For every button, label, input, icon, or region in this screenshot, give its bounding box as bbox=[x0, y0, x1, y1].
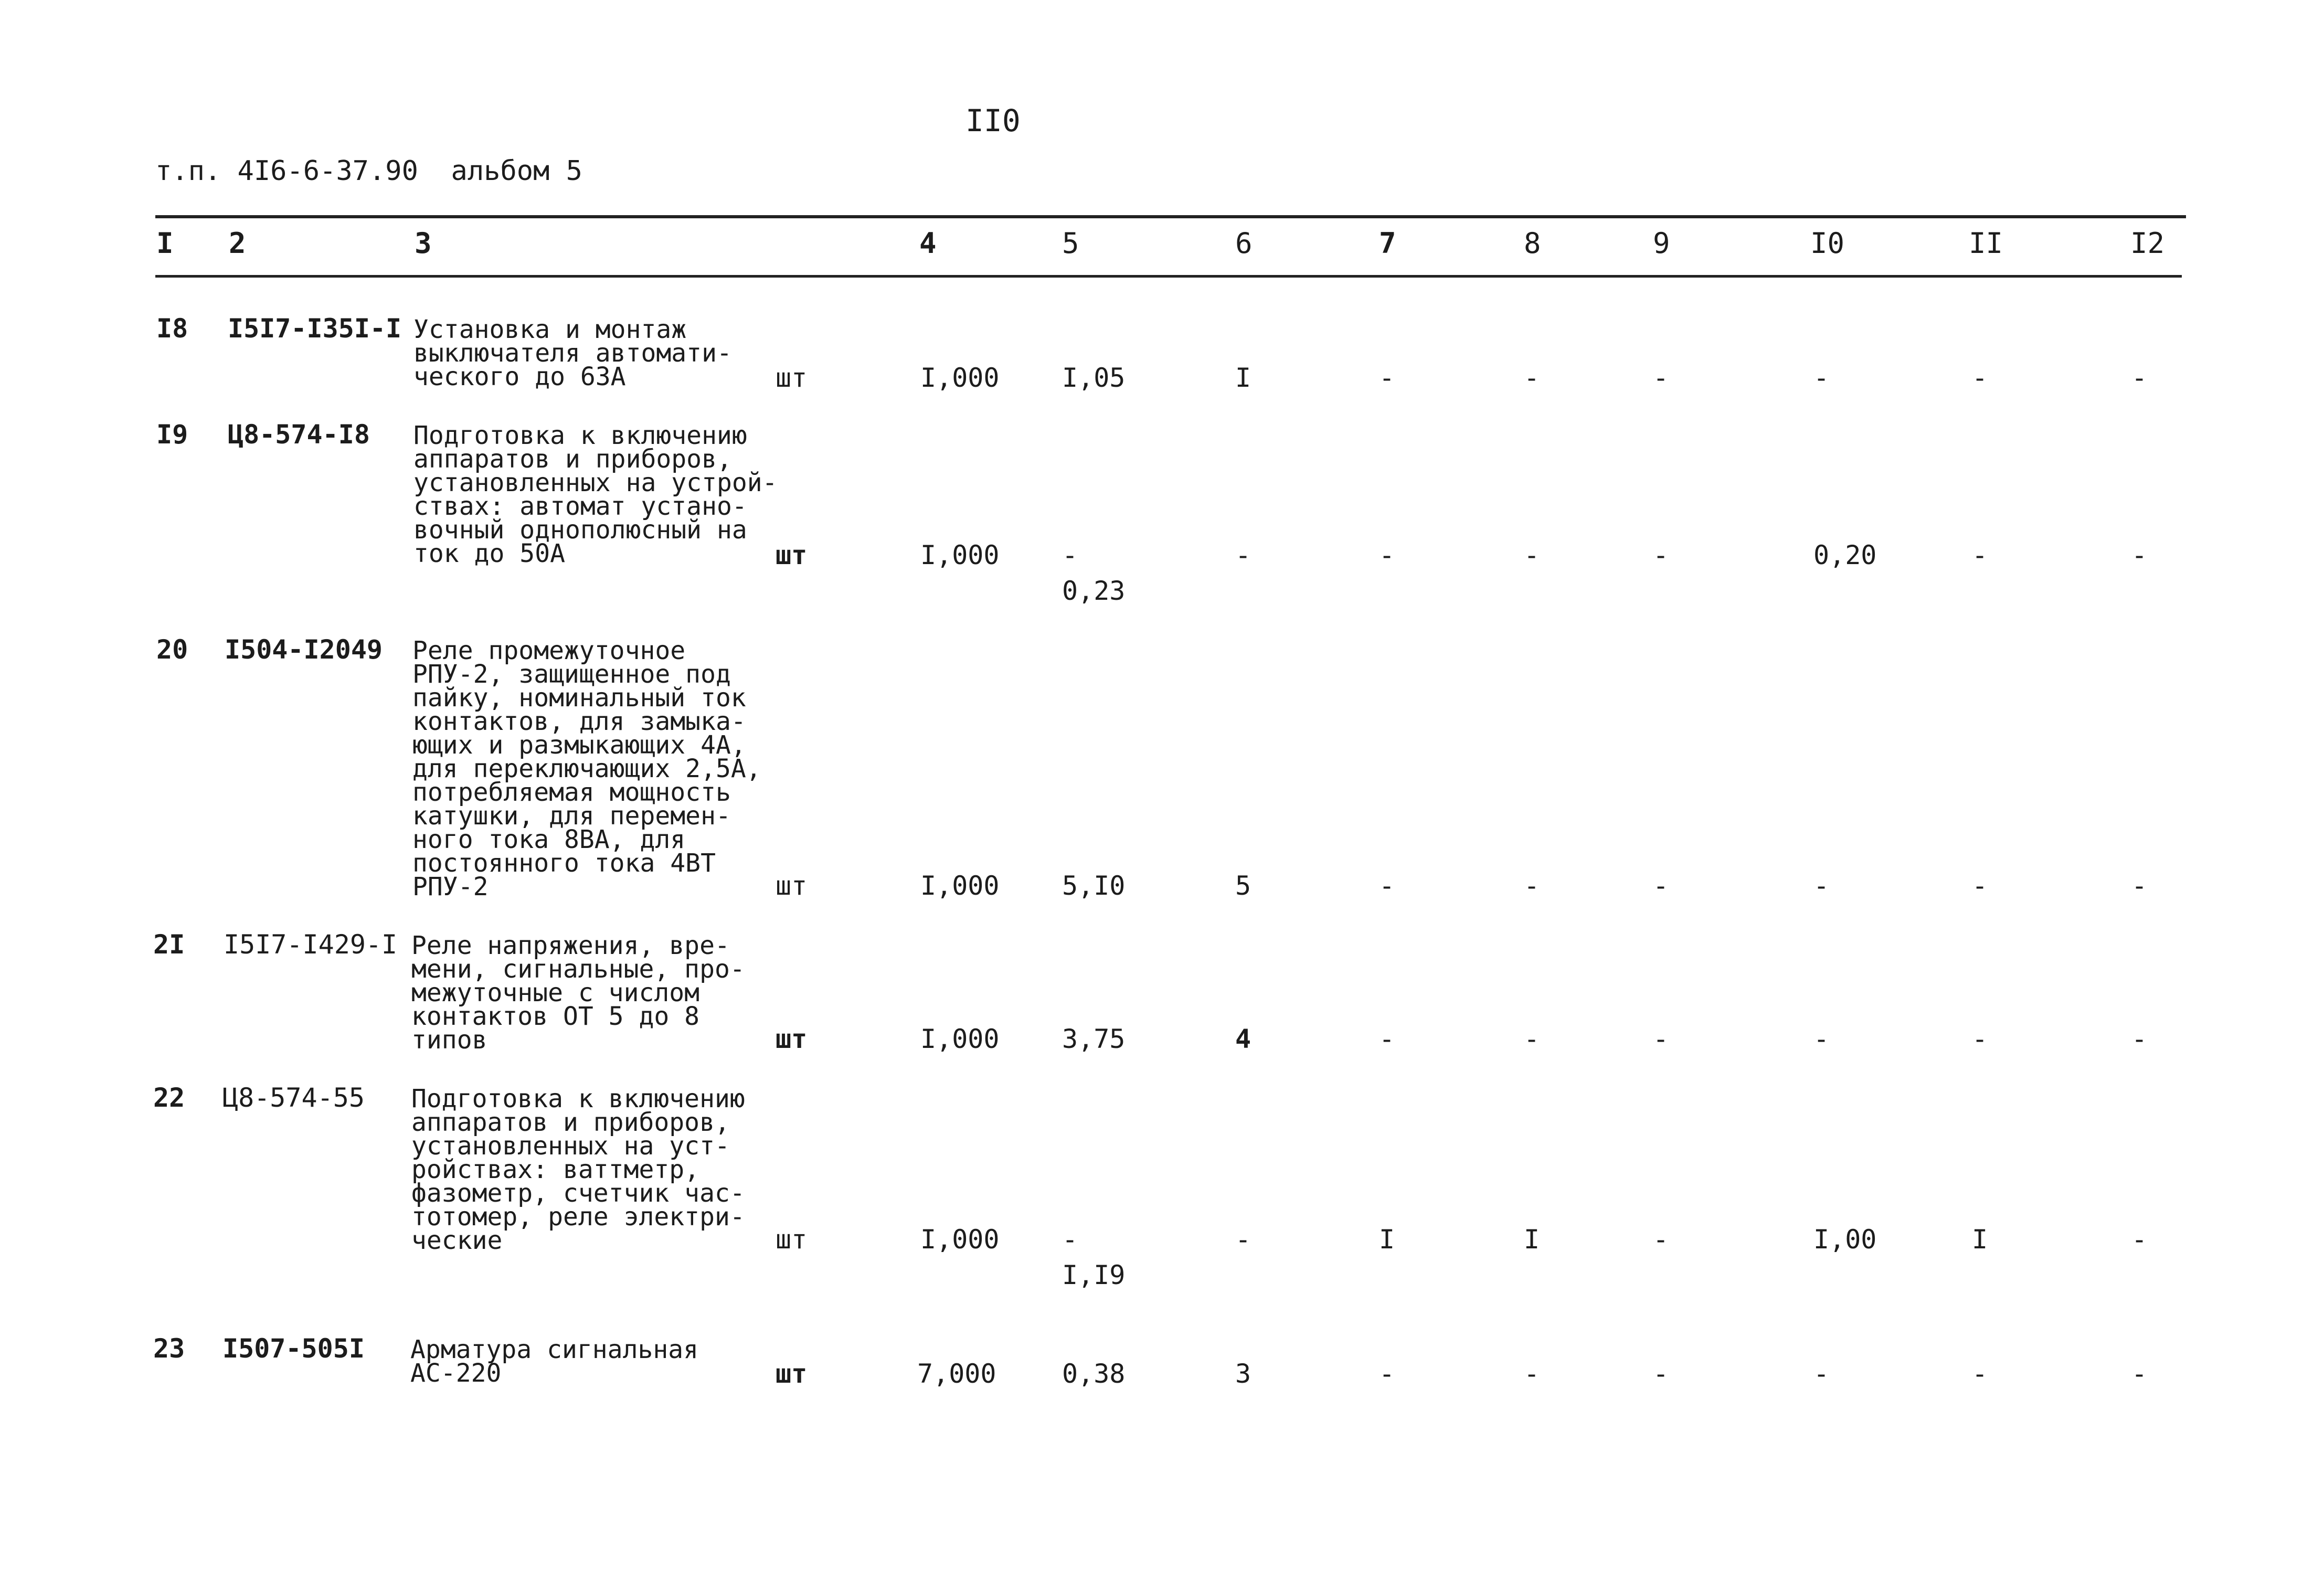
row-col-6: - bbox=[1235, 540, 1251, 570]
column-header-11: II bbox=[1969, 227, 2003, 260]
column-header-9: 9 bbox=[1653, 227, 1670, 260]
row-number: 23 bbox=[153, 1333, 185, 1364]
page-number: II0 bbox=[965, 103, 1021, 139]
row-description: Подготовка к включению аппаратов и приборов, установленных на уст- ройствах: ваттметр, фазометр, счетчик час- тотомер, реле электри- ческие bbox=[411, 1084, 745, 1255]
column-header-2: 2 bbox=[229, 227, 246, 260]
row-unit: шт bbox=[776, 1024, 808, 1054]
row-col-4: I,000 bbox=[920, 1024, 1000, 1054]
row-description: Установка и монтаж выключателя автомати- ческого до 63А bbox=[413, 315, 732, 391]
row-col-5: 0,38 bbox=[1062, 1359, 1126, 1389]
row-col-11: - bbox=[1972, 363, 1988, 393]
row-col-6: 3 bbox=[1235, 1359, 1251, 1389]
row-col-10: - bbox=[1813, 1359, 1830, 1389]
row-col-5: 3,75 bbox=[1062, 1024, 1126, 1054]
row-col-8: - bbox=[1524, 1359, 1540, 1389]
row-col-4: I,000 bbox=[920, 871, 1000, 901]
column-header-5: 5 bbox=[1062, 227, 1079, 260]
row-description: Реле напряжения, вре- мени, сигнальные, про- межуточные с числом контактов ОТ 5 до 8 типов bbox=[411, 931, 745, 1055]
row-unit: шт bbox=[776, 363, 808, 393]
row-col-10: 0,20 bbox=[1813, 540, 1877, 570]
row-col-7: - bbox=[1379, 1024, 1395, 1054]
row-col-12: - bbox=[2131, 1024, 2148, 1054]
column-header-1: I bbox=[156, 227, 174, 260]
row-col-11: - bbox=[1972, 1359, 1988, 1389]
row-col-7: - bbox=[1379, 540, 1395, 570]
row-col-5-lower: I,I9 bbox=[1062, 1260, 1126, 1290]
row-col-5: I,05 bbox=[1062, 363, 1126, 393]
row-col-9: - bbox=[1653, 540, 1669, 570]
row-unit: шт bbox=[776, 1359, 808, 1389]
row-code: Ц8-574-55 bbox=[222, 1083, 365, 1113]
column-header-4: 4 bbox=[919, 227, 937, 260]
row-col-4: I,000 bbox=[920, 363, 1000, 393]
row-col-7: - bbox=[1379, 871, 1395, 901]
row-col-8: - bbox=[1524, 871, 1540, 901]
row-col-7: - bbox=[1379, 1359, 1395, 1389]
row-number: I8 bbox=[156, 313, 188, 344]
row-col-12: - bbox=[2131, 1359, 2148, 1389]
row-col-5: - bbox=[1062, 540, 1078, 570]
row-code: I5I7-I35I-I bbox=[228, 313, 402, 344]
column-header-12: I2 bbox=[2130, 227, 2165, 260]
row-col-4: I,000 bbox=[920, 540, 1000, 570]
row-col-9: - bbox=[1653, 1024, 1669, 1054]
column-header-10: I0 bbox=[1810, 227, 1845, 260]
row-unit: шт bbox=[776, 540, 808, 570]
row-description: Подготовка к включению аппаратов и приборов, установленных на устрой- ствах: автомат устано- вочный однополюсный на ток до 50А bbox=[413, 421, 778, 568]
document-reference: т.п. 4I6-6-37.90 альбом 5 bbox=[155, 155, 582, 187]
row-number: 2I bbox=[153, 929, 185, 960]
row-col-5-lower: 0,23 bbox=[1062, 576, 1126, 606]
row-code: I5I7-I429-I bbox=[224, 929, 398, 960]
row-col-6: - bbox=[1235, 1224, 1251, 1255]
column-header-6: 6 bbox=[1235, 227, 1253, 260]
row-col-7: I bbox=[1379, 1224, 1395, 1255]
row-number: I9 bbox=[156, 419, 188, 450]
column-header-7: 7 bbox=[1379, 227, 1396, 260]
column-header-8: 8 bbox=[1524, 227, 1541, 260]
row-col-12: - bbox=[2131, 1224, 2148, 1255]
row-col-12: - bbox=[2131, 363, 2148, 393]
row-col-9: - bbox=[1653, 363, 1669, 393]
row-col-6: I bbox=[1235, 363, 1251, 393]
row-col-8: - bbox=[1524, 363, 1540, 393]
row-unit: шт bbox=[776, 871, 808, 901]
row-code: I507-505I bbox=[222, 1333, 365, 1364]
row-col-11: - bbox=[1972, 871, 1988, 901]
row-col-9: - bbox=[1653, 871, 1669, 901]
row-col-11: I bbox=[1972, 1224, 1988, 1255]
row-col-8: - bbox=[1524, 1024, 1540, 1054]
row-col-10: I,00 bbox=[1813, 1224, 1877, 1255]
row-col-8: I bbox=[1524, 1224, 1540, 1255]
column-header-3: 3 bbox=[415, 227, 432, 260]
row-description: Арматура сигнальная АС-220 bbox=[410, 1335, 699, 1388]
row-col-10: - bbox=[1813, 363, 1830, 393]
row-col-5: 5,I0 bbox=[1062, 871, 1126, 901]
row-col-9: - bbox=[1653, 1224, 1669, 1255]
row-col-4: 7,000 bbox=[917, 1359, 996, 1389]
row-description: Реле промежуточное РПУ-2, защищенное под пайку, номинальный ток контактов, для замыка- ющих и размыкающих 4А, для переключающих 2,5А, потребляемая мощность катушки, для перемен- ного тока 8ВА, для постоянного тока 4ВТ РПУ-2 bbox=[412, 636, 761, 902]
row-col-8: - bbox=[1524, 540, 1540, 570]
row-col-10: - bbox=[1813, 1024, 1830, 1054]
table-top-rule bbox=[155, 215, 2186, 218]
row-unit: шт bbox=[776, 1224, 808, 1255]
table-header-rule bbox=[155, 275, 2182, 278]
row-col-10: - bbox=[1813, 871, 1830, 901]
row-col-5: - bbox=[1062, 1224, 1078, 1255]
row-col-11: - bbox=[1972, 540, 1988, 570]
row-number: 20 bbox=[156, 634, 188, 665]
row-col-12: - bbox=[2131, 540, 2148, 570]
row-col-11: - bbox=[1972, 1024, 1988, 1054]
row-col-9: - bbox=[1653, 1359, 1669, 1389]
row-col-4: I,000 bbox=[920, 1224, 1000, 1255]
row-code: Ц8-574-I8 bbox=[228, 419, 370, 450]
row-number: 22 bbox=[153, 1083, 185, 1113]
row-col-6: 5 bbox=[1235, 871, 1251, 901]
row-col-12: - bbox=[2131, 871, 2148, 901]
row-code: I504-I2049 bbox=[225, 634, 383, 665]
row-col-6: 4 bbox=[1235, 1024, 1251, 1054]
row-col-7: - bbox=[1379, 363, 1395, 393]
